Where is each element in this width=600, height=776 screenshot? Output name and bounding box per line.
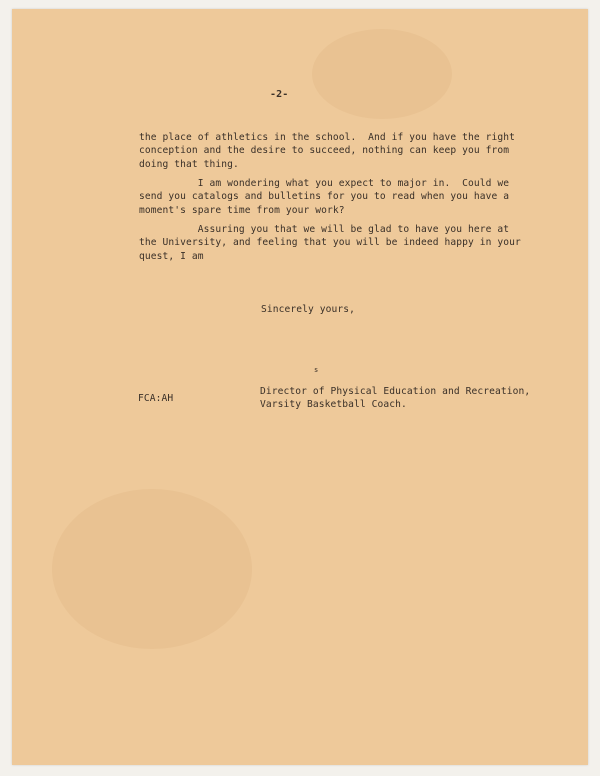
paragraph-3: [139, 223, 529, 263]
signer-title: [260, 385, 530, 411]
paper-stain: [312, 29, 452, 119]
signature-mark: s: [314, 366, 319, 374]
paragraph-line: moment's spare time from your work?: [139, 204, 345, 216]
paragraph-line: I am wondering what you expect to major in. Could we: [139, 178, 510, 189]
signer-title-line: Director of Physical Education and Recreation,: [260, 386, 531, 397]
typist-initials: FCA:AH: [138, 393, 174, 404]
letter-page: [12, 9, 588, 765]
paragraph-2: [139, 177, 529, 217]
paper-stain: [52, 489, 252, 649]
paragraph-line: Assuring you that we will be glad to have you here at: [139, 224, 510, 235]
paragraph-line: send you catalogs and bulletins for you to read when you have a: [139, 191, 510, 203]
page-number: -2-: [270, 89, 289, 100]
paragraph-1: [139, 131, 529, 171]
paragraph-line: the place of athletics in the school. And if you have the right: [139, 132, 516, 143]
paragraph-line: doing that thing.: [139, 158, 239, 170]
paragraph-line: conception and the desire to succeed, nothing can keep you from: [139, 145, 510, 157]
paragraph-line: the University, and feeling that you will be indeed happy in your: [139, 237, 521, 249]
closing-salutation: Sincerely yours,: [261, 304, 356, 315]
signer-title-line: Varsity Basketball Coach.: [260, 399, 407, 410]
paragraph-line: quest, I am: [139, 250, 204, 262]
